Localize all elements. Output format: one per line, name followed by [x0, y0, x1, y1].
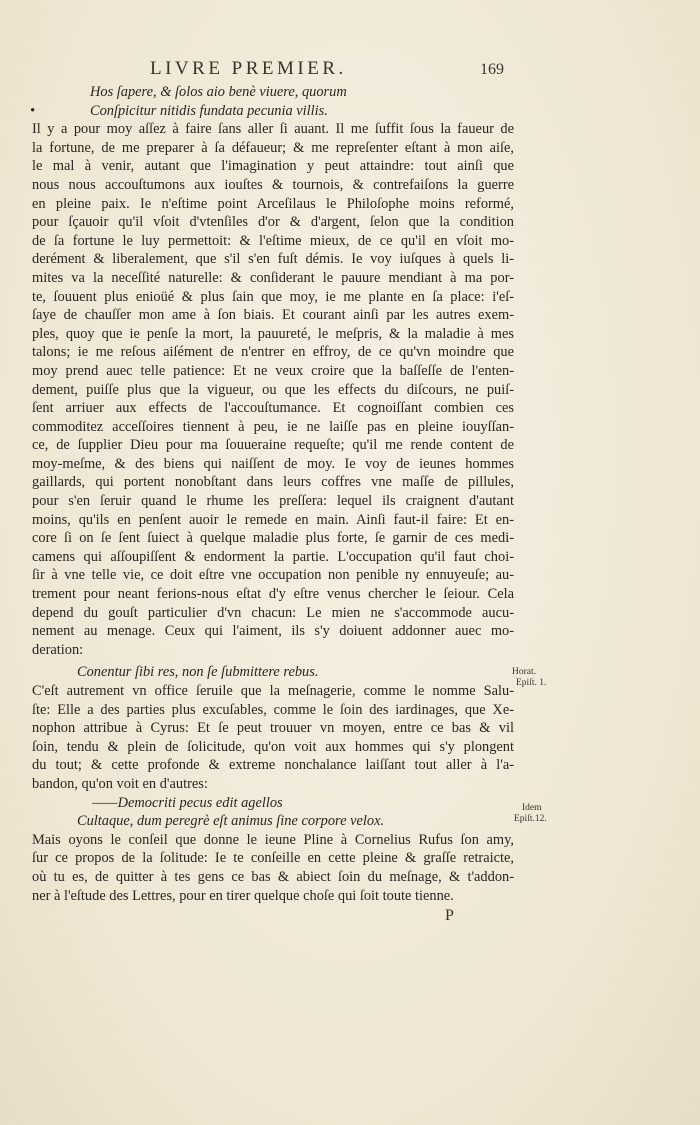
- verse-line: Cultaque, dum peregrè eſt animus ſine corpore velox.: [77, 813, 385, 830]
- text-line: te, ſouuent plus enioüé & plus ſain que moy, ie me plante en ſa place: i'eſ-: [32, 288, 514, 305]
- page-number: 169: [480, 61, 504, 78]
- text-line: talons; ie me reſous aiſément de n'entrer en effroy, de ce qu'vn moindre que: [32, 344, 514, 361]
- text-line: le mal à venir, autant que l'imagination y peut attaindre: tout ainſi que: [32, 158, 514, 175]
- text-line: C'eſt autrement vn office ſeruile que la meſnagerie, comme le nomme Salu-: [32, 683, 514, 699]
- text-line: trement pour neant ferions-nous eſtat d'y eſtre venus chercher le ſeiour. Cela: [32, 586, 514, 603]
- text-line: pour ſçauoir qu'il vſoit d'vtenſiles d'or & d'argent, ſelon que la condition: [32, 214, 514, 231]
- text-line: ner à l'eſtude des Lettres, pour en tirer quelque choſe qui ſoit toute tienne.: [32, 887, 454, 904]
- text-line: ſent arriuer aux effects de l'accouſtumance. Et cognoiſſant combien ces: [32, 400, 514, 417]
- text-line: ſte: Elle a des parties plus excuſables, comme le ſoin des iardinages, que Xe-: [32, 701, 514, 718]
- text-line: moy prend auec telle patience: Et ne veux croire que la baſſeſſe de l'enten-: [32, 362, 514, 379]
- page-header: [150, 58, 510, 80]
- text-line: bandon, qu'on voit en d'autres:: [32, 775, 208, 792]
- text-line: en pleine paix. Ie n'eſtime point Arceſilaus le Philoſophe moins reformé,: [32, 195, 514, 212]
- text-line: core ſi on ſe ſent ſuiect à quelque maladie plus forte, ſe garnir de ces medi-: [32, 530, 514, 547]
- margin-note-idem: Idem Epiſt.12.: [514, 803, 547, 824]
- margin-note-horat: Horat. Epiſt. 1.: [512, 667, 547, 688]
- text-line: nous nous accouſtumons aux iouſtes & tournois, & contrefaiſons la guerre: [32, 176, 514, 193]
- text-line: où tu es, de quitter à tes gens ce bas & abiect ſoin du meſnage, & t'addon-: [32, 868, 514, 885]
- running-title: LIVRE PREMIER.: [150, 58, 347, 79]
- text-line: la fortune, de me preparer à ſa défaueur; & me repreſenter eſtant à mon aiſe,: [32, 139, 514, 156]
- text-line: depend du gouſt particulier d'vn chacun: Le mien ne s'accommode aucu-: [32, 604, 514, 621]
- text-line: du tout; & cette profonde & extreme nonchalance laiſſant tout aller à l'a-: [32, 757, 514, 774]
- text-line: nement au menage. Ceux qui l'aiment, ils s'y doiuent addonner auec mo-: [32, 623, 514, 640]
- text-line: ples, quoy que ie penſe la mort, la pauureté, le meſpris, & la maladie à mes: [32, 325, 514, 342]
- text-line: ſoin, tendu & plein de ſolicitude, qu'on voit aux hommes qui s'y plongent: [32, 738, 514, 755]
- text-line: gaillards, qui portent nonobſtant dans leurs coffres vne maſſe de pillules,: [32, 474, 514, 491]
- text-line: moy-meſme, & des biens qui naiſſent de moy. Ie voy de ieunes hommes: [32, 455, 514, 472]
- text-line: camens qui aſſoupiſſent & endorment la partie. L'occupation qu'il faut choi-: [32, 548, 514, 565]
- body-text: [32, 83, 514, 905]
- verse-line: Hos ſapere, & ſolos aio benè viuere, quorum: [90, 84, 347, 100]
- text-line: ſaye de chauſſer mon ame à ſon biais. Et courant ainſi par les autres exem-: [32, 307, 514, 324]
- text-line: moins, qu'ils en penſent auoir le remede en main. Ainſi faut-il faire: Et en-: [32, 511, 514, 528]
- verse-line: ——Democriti pecus edit agellos: [92, 794, 283, 811]
- verse-line: Conentur ſibi res, non ſe ſubmittere rebus.: [77, 664, 319, 681]
- text-line: de ſa fortune le luy permettoit: & l'eſtime mieux, de ce qu'il en vſoit mo-: [32, 232, 514, 249]
- text-line: Mais oyons le conſeil que donne le ieune Pline à Cornelius Rufus ſon amy,: [32, 831, 514, 848]
- text-line: mites va la neceſſité naturelle: & conſiderant le pauure mendiant à ma por-: [32, 269, 514, 286]
- verse-line: • Conſpicitur nitidis fundata pecunia villis.: [30, 102, 328, 119]
- text-line: ſur ce propos de la ſolitude: Ie te conſeille en cette pleine & graſſe retraicte,: [32, 850, 514, 867]
- signature-mark: P: [445, 907, 454, 924]
- bullet-mark: •: [30, 102, 36, 119]
- paragraph-3: [32, 831, 514, 905]
- text-line: nophon attribue à Cyrus: Et ſe peut trouuer vn moyen, entre ce bas & vil: [32, 720, 514, 737]
- paragraph-2: [32, 682, 514, 794]
- text-line: Il y a pour moy aſſez à faire ſans aller ſi auant. Il me ſuffit ſous la faueur de: [32, 121, 514, 138]
- text-line: pour s'en ſeruir quand le rhume les preſſera: lequel ils craignent d'autant: [32, 493, 514, 510]
- text-line: dement, puiſſe plus que la vigueur, ou que les effects du diſcours, ne puiſ-: [32, 381, 514, 398]
- text-line: commoditez acceſſoires tiennent à peu, ie ne laiſſe pas en pleine iouyſſan-: [32, 418, 514, 435]
- text-line: deration:: [32, 641, 84, 658]
- text-line: ſir à vne telle vie, ce doit eſtre vne occupation non penible ny ennuyeuſe; au-: [32, 567, 514, 584]
- text-line: derément & liberalement, que s'il s'en fuſt démis. Ie voy iuſques à quels li-: [32, 251, 514, 268]
- text-line: ce, de ſupplier Dieu pour ma ſouueraine requeſte; qu'il me rende content de: [32, 437, 514, 454]
- paragraph-1: [32, 120, 514, 659]
